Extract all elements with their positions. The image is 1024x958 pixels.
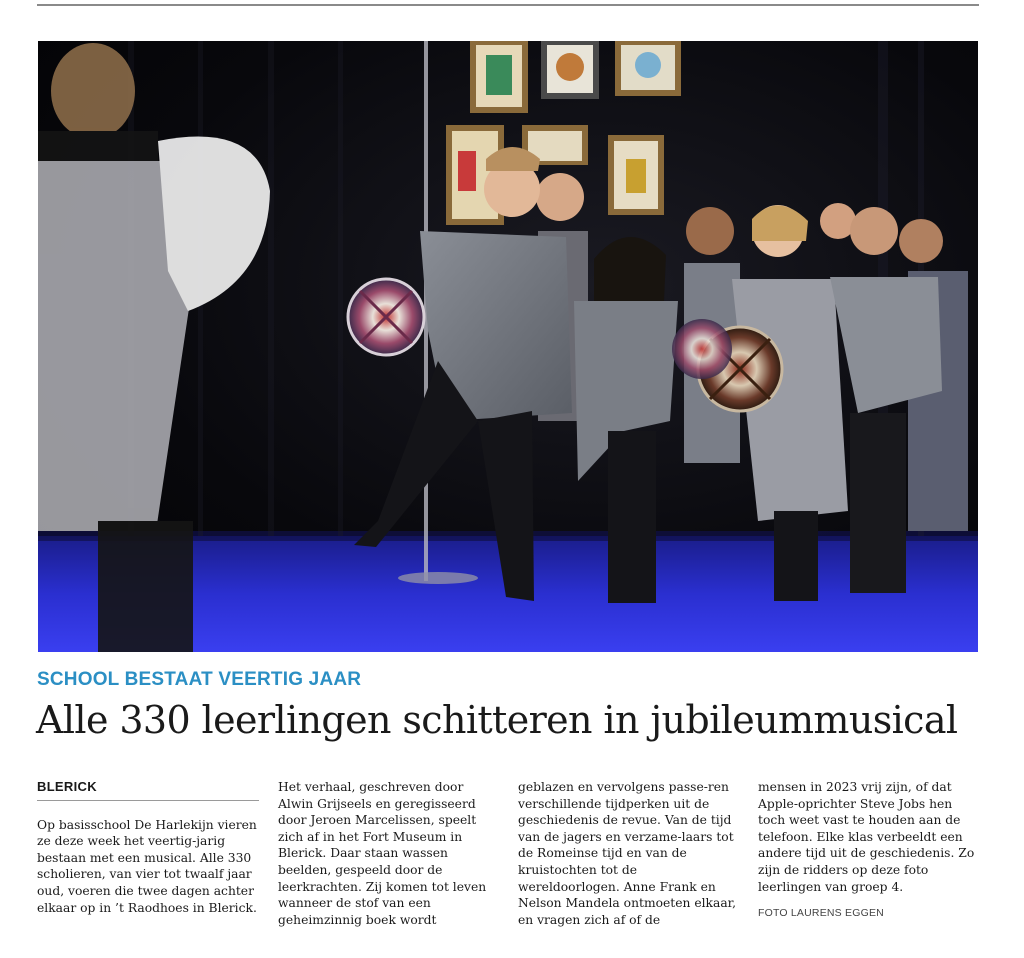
photo-credit: FOTO LAURENS EGGEN (758, 907, 884, 920)
column-text: Op basisschool De Harlekijn vieren ze deze week het veertig-jarig bestaan met een musical. Alle 330 scholieren, van vier tot twaalf jaar oud, voeren die twee dagen achter elkaar op in ’t Raodhoes in Blerick. (37, 817, 257, 915)
article-column-2 (278, 779, 500, 928)
column-text: geblazen en vervolgens passe-ren verschillende tijdperken uit de geschiedenis de revue. Van de tijd van de jagers en verzame-laars tot de Romeinse tijd en van de kruistochten tot de wereldoorlogen. Anne Frank en Nelson Mandela ontmoeten elkaar, en vragen zich af of de (518, 780, 737, 927)
article-kicker: SCHOOL BESTAAT VEERTIG JAAR (37, 669, 362, 690)
dateline: BLERICK (37, 779, 259, 801)
column-text: mensen in 2023 vrij zijn, of dat Apple-oprichter Steve Jobs hen toch weet vast te houden aan de telefoon. Elke klas verbeeldt een andere tijd uit de geschiedenis. Zo zijn de ridders op deze foto leerlingen van groep 4. (758, 780, 975, 894)
article-column-3 (518, 779, 740, 928)
top-rule (37, 4, 979, 6)
article-column-1 (37, 779, 259, 916)
article-headline: Alle 330 leerlingen schitteren in jubileummusical (36, 698, 958, 742)
article-photo (38, 41, 978, 652)
column-text: Het verhaal, geschreven door Alwin Grijseels en geregisseerd door Jeroen Marcelissen, speelt zich af in het Fort Museum in Blerick. Daar staan wassen beelden, gespeeld door de leerkrachten. Zij komen tot leven wanneer de stof van een geheimzinnig boek wordt (278, 780, 487, 927)
article-column-4 (758, 779, 980, 922)
